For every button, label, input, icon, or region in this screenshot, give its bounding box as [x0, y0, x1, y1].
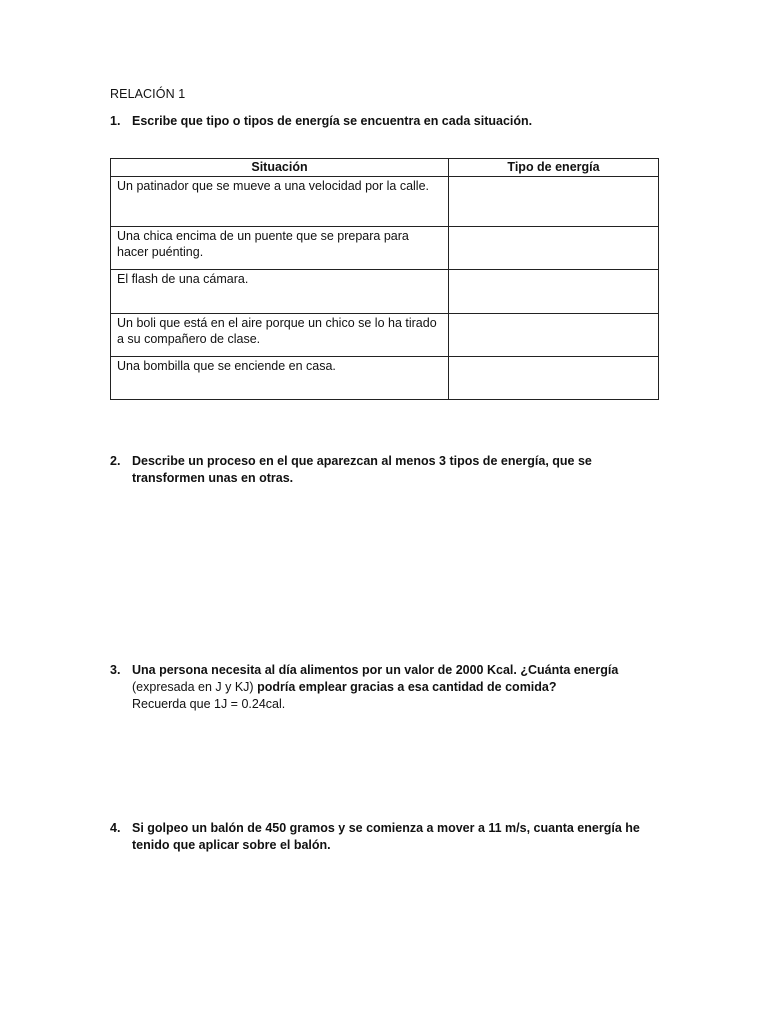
question-4 [110, 820, 670, 854]
question-2 [110, 453, 670, 487]
energy-table [110, 158, 659, 400]
question-text [132, 662, 652, 713]
situation-cell: Una bombilla que se enciende en casa. [111, 356, 449, 399]
energy-type-cell[interactable] [449, 176, 659, 226]
question-number: 4. [110, 821, 121, 835]
question-text-part: Una persona necesita al día alimentos por un valor de 2000 Kcal. ¿Cuánta energía [132, 663, 619, 677]
question-1 [110, 113, 670, 130]
question-number: 3. [110, 663, 121, 677]
energy-type-cell[interactable] [449, 313, 659, 356]
question-number: 1. [110, 114, 121, 128]
question-text: Describe un proceso en el que aparezcan al menos 3 tipos de energía, que se transformen unas en otras. [132, 454, 592, 485]
column-header-energy-type: Tipo de energía [449, 159, 659, 177]
table-row [111, 313, 659, 356]
question-note: Recuerda que 1J = 0.24cal. [132, 697, 286, 711]
column-header-situation: Situación [111, 159, 449, 177]
question-number: 2. [110, 454, 121, 468]
question-text-part: (expresada en J y KJ) [132, 680, 254, 694]
table-row [111, 269, 659, 313]
table-row [111, 226, 659, 269]
energy-type-cell[interactable] [449, 226, 659, 269]
page-title: RELACIÓN 1 [110, 87, 186, 101]
question-3 [110, 662, 670, 713]
energy-type-cell[interactable] [449, 269, 659, 313]
situation-cell: Un patinador que se mueve a una velocidad por la calle. [111, 176, 449, 226]
table-row [111, 176, 659, 226]
table-row [111, 356, 659, 399]
question-text: Si golpeo un balón de 450 gramos y se comienza a mover a 11 m/s, cuanta energía he tenido que aplicar sobre el balón. [132, 821, 640, 852]
situation-cell: Una chica encima de un puente que se prepara para hacer puénting. [111, 226, 449, 269]
situation-cell: El flash de una cámara. [111, 269, 449, 313]
question-text: Escribe que tipo o tipos de energía se encuentra en cada situación. [132, 114, 533, 128]
situation-cell: Un boli que está en el aire porque un chico se lo ha tirado a su compañero de clase. [111, 313, 449, 356]
question-text-part: podría emplear gracias a esa cantidad de comida? [257, 680, 557, 694]
table-header-row [111, 159, 659, 177]
energy-type-cell[interactable] [449, 356, 659, 399]
